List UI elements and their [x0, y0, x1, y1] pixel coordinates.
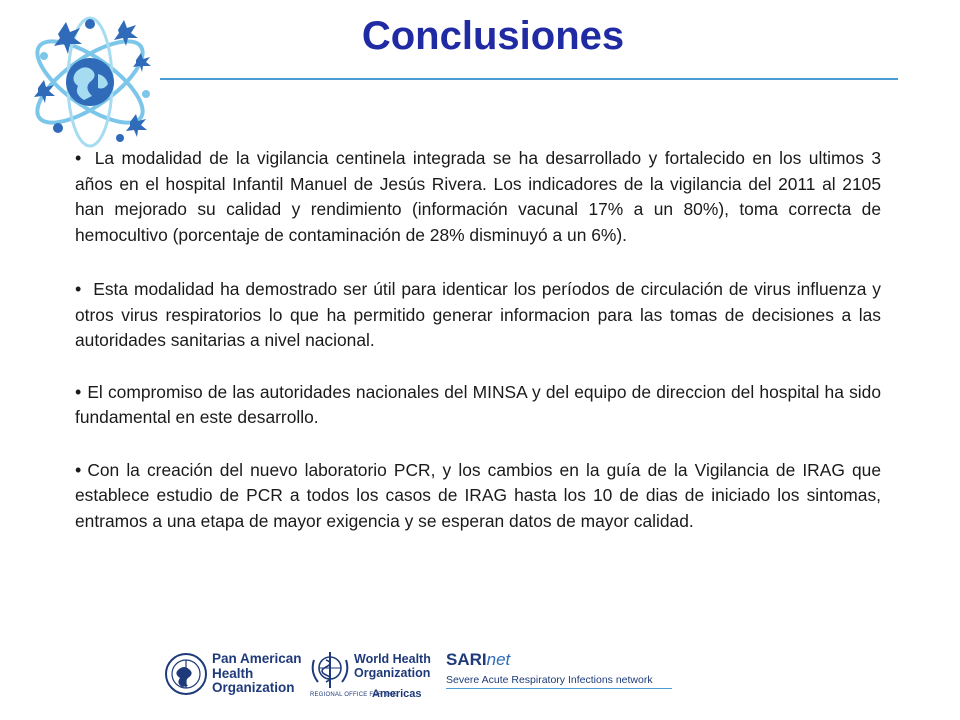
conclusion-item [75, 380, 881, 431]
conclusion-item [75, 146, 881, 248]
conclusion-item [75, 458, 881, 535]
bullet-icon: • [75, 279, 82, 299]
conclusion-item [75, 277, 881, 354]
paho-logo [164, 648, 302, 704]
paho-name: Pan American Health Organization [212, 651, 302, 695]
page-title: Conclusiones [361, 14, 625, 58]
conclusion-text: Esta modalidad ha demostrado ser útil para identicar los períodos de circulación de virus influenza y otros virus respiratorios lo que ha permitido generar informacion para las tomas de decisiones a las autoridades sanitarias a nivel nacional. [75, 279, 881, 350]
sarinet-logo [446, 650, 676, 690]
who-americas: Americas [372, 688, 422, 700]
who-logo [308, 648, 448, 704]
bullet-icon: • [75, 381, 82, 402]
who-emblem-icon [308, 650, 352, 690]
who-regional-office: REGIONAL OFFICE FOR THE [310, 692, 397, 698]
conclusion-text: Con la creación del nuevo laboratorio PCR, y los cambios en la guía de la Vigilancia de IRAG que establece estudio de PCR a todos los casos de IRAG hasta los 10 de dias de iniciado los sintomas, entramos a una etapa de mayor exigencia y se esperan datos de mayor calidad. [75, 459, 881, 531]
conclusions-list [75, 146, 881, 534]
footer-logos [164, 648, 674, 704]
bullet-icon: • [75, 148, 82, 168]
sarinet-subtitle: Severe Acute Respiratory Infections network [446, 674, 653, 686]
paho-seal-icon [164, 652, 208, 696]
title-divider [160, 78, 898, 80]
sarinet-underline [446, 688, 672, 689]
conclusion-text: El compromiso de las autoridades nacionales del MINSA y del equipo de direccion del hospital ha sido fundamental en este desarrollo. [75, 381, 881, 427]
who-name: World Health Organization [354, 652, 431, 680]
conclusion-text: La modalidad de la vigilancia centinela integrada se ha desarrollado y fortalecido en los ultimos 3 años en el hospital Infantil Manuel de Jesús Rivera. Los indicadores de la vigilancia del 2011 al 2105 han mejorado su calidad y rendimiento (información vacunal 17% a un 80%), toma correcta de hemocultivo (porcentaje de contaminación de 28% disminuyó a un 6%). [75, 148, 881, 245]
bullet-icon: • [75, 459, 82, 480]
sarinet-brand: SARInet [446, 650, 511, 669]
